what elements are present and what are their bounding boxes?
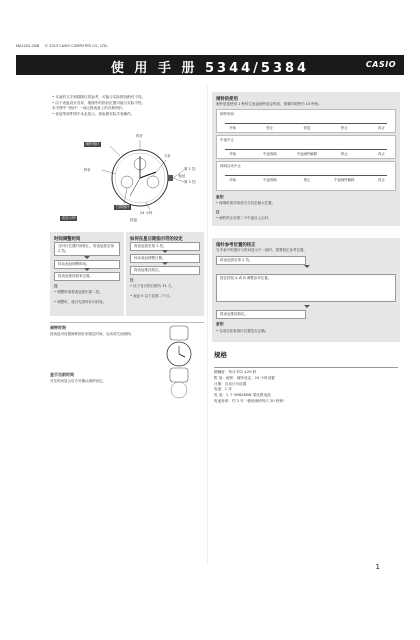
flow-step: 中途闹铃解除 xyxy=(296,152,318,156)
group-title: 中途中止 xyxy=(220,138,234,142)
time-setting-title: 时间调整时间 xyxy=(54,237,81,242)
crown-label: 表冠 xyxy=(178,174,185,178)
flow-step: 再止 xyxy=(378,126,385,130)
important-title: 重要！ xyxy=(216,322,227,326)
time-setting-panel xyxy=(50,232,124,316)
page-title: 使 用 手 册 5344/5384 xyxy=(110,61,310,76)
alarm-group-1 xyxy=(216,109,396,133)
flow-step: 停止 xyxy=(340,152,348,156)
watch-side-icon xyxy=(160,324,200,404)
flow-step: 中途再响 xyxy=(262,152,277,156)
crown-example-note: 表冠示例 xyxy=(61,216,76,220)
specs-title: 规格 xyxy=(214,351,227,359)
time-step-2: 转动表冠调整时间。 xyxy=(54,260,120,269)
intro-bullet: • 由于表盘设计各异，插图中的指针位置可能与实际不符。 xyxy=(52,100,146,105)
hand-position-panel xyxy=(212,238,400,342)
alarm-group-2 xyxy=(216,135,396,159)
alarm-hand-label: 闹钟指针 xyxy=(85,142,100,146)
alarm-hand-text: 按表冠可设置闹钟指针到指定时间，启动或关闭闹钟。 xyxy=(50,332,134,336)
spec-line: 电池寿命：约 2 年（使用闹钟每天 20 秒钟） xyxy=(214,398,287,403)
down-arrow-icon xyxy=(84,256,90,259)
second-label: 秒针 xyxy=(84,168,91,172)
flow-row xyxy=(220,125,394,130)
watch-dial-illustration xyxy=(80,130,200,230)
spec-line: 精确度：每月平均 ±20 秒 xyxy=(214,370,257,374)
group-title: 响铃时间 xyxy=(220,112,234,116)
down-arrow-icon xyxy=(162,250,168,253)
hand-panel-desc: 当手表中的指针与时间显示不一致时，需要校正参考位置。 xyxy=(216,248,307,252)
hand-panel-title: 指针参考位置的校正 xyxy=(216,243,256,248)
down-arrow-icon xyxy=(304,305,310,308)
flow-step: 恢复 xyxy=(303,126,311,130)
note-title: 注 xyxy=(216,210,220,214)
alarm-group-3 xyxy=(216,161,396,191)
doc-code: MA1202-CNB xyxy=(16,44,40,48)
date-setting-title: 如何在星日期指示符的设定 xyxy=(130,237,183,242)
dialname-label: 指盘 xyxy=(130,218,137,222)
important-text: • 再响时请勿用适当力拉至最大位置。 xyxy=(216,201,276,205)
spec-line: 电池：1 年 xyxy=(214,387,232,392)
minute-label: 分针 xyxy=(164,154,171,158)
hand-step-3: 将表冠推回原位。 xyxy=(216,310,306,319)
flow-step: 再止 xyxy=(378,152,385,156)
flow-line xyxy=(225,149,387,150)
flow-row xyxy=(220,151,394,156)
time-step-3: 将表冠推回原来位置。 xyxy=(54,272,120,281)
flow-step: 开始 xyxy=(229,152,236,156)
intro-bullets xyxy=(52,95,192,117)
alarm-panel-title: 闹铃的使用 xyxy=(216,97,238,102)
hours24-label: 24 小时 xyxy=(140,211,153,215)
intro-bullet: • 表冠等部件图中未必显示，请参照实际手表操作。 xyxy=(52,111,135,116)
date-step-2: 转动表冠调整日期。 xyxy=(130,254,200,263)
note-text: • 表冠 5 以下及第二个月。 xyxy=(130,294,173,298)
alarm-hand-text2: 对比时间显示后方可确认闹钟设定。 xyxy=(50,379,106,383)
column-divider xyxy=(207,85,208,565)
flow-row xyxy=(220,177,394,182)
note-text: • 以下各月的日期为 31 天。 xyxy=(130,284,175,288)
important-title: 重要！ xyxy=(216,195,227,199)
down-arrow-icon xyxy=(162,262,168,265)
intro-bullet: • 本表的文字和插图仅供参考，可能与实际情况稍有不同。 xyxy=(52,95,146,99)
flow-step: 中途再响 xyxy=(262,178,277,182)
group-title: 再响自动中止 xyxy=(220,164,241,168)
flow-step: 再止 xyxy=(378,178,385,182)
alarm-hand-title: 闹钟时刻 xyxy=(50,325,66,330)
header-line xyxy=(16,44,108,48)
down-arrow-icon xyxy=(84,268,90,271)
important-text: • 完成后检查指针位置是否正确。 xyxy=(216,329,269,333)
copyright: © 2013 CASIO COMPUTER CO., LTD. xyxy=(44,44,108,48)
note-text: • 调整时请将表冠拔出第二挡。 xyxy=(54,290,103,294)
divider xyxy=(50,322,204,323)
date-step-3: 将表冠推回原位。 xyxy=(130,266,200,275)
time-step-1: 当时针位置时间停止，将表冠拔至第 2 挡。 xyxy=(54,242,120,256)
date-step-1: 将表冠拔至第 1 挡。 xyxy=(130,242,200,251)
flow-line xyxy=(225,175,387,176)
down-arrow-icon xyxy=(304,265,310,268)
flow-step: 停止 xyxy=(340,126,348,130)
date-setting-panel xyxy=(126,232,204,316)
position1-label: 第 1 挡 xyxy=(184,167,196,171)
note-title: 注 xyxy=(130,278,134,282)
spec-line: 附 加：闹钟：闹铃设定、24 小时设置 xyxy=(214,375,275,380)
intro-bullet: 本手册中 "指针" 一词泛指表盘上的各种指针。 xyxy=(52,106,126,111)
note-text: • 调整时，建议先将时针向后转。 xyxy=(54,300,107,304)
note-text: • 闹铃停止后第二个中途以上止时。 xyxy=(216,216,272,220)
hand-step-1: 将表冠拔至第 2 挡。 xyxy=(216,256,306,265)
page-number: 1 xyxy=(375,563,380,571)
position2-label: 第 2 挡 xyxy=(184,180,196,184)
spec-line: 电 池：1 个 SR626SW 氧化银电池 xyxy=(214,393,271,398)
brand-logo: CASIO xyxy=(365,60,396,69)
note-title: 注 xyxy=(54,284,58,288)
flow-step: 停止 xyxy=(266,126,274,130)
alarm-hand-section xyxy=(50,322,204,412)
alarm-panel xyxy=(212,92,400,226)
flow-line xyxy=(225,123,387,124)
flow-step: 开始 xyxy=(229,126,236,130)
day-hand-label: 日期指针 xyxy=(115,205,130,209)
specs-list xyxy=(214,370,398,405)
flow-step: 停止 xyxy=(303,178,311,182)
flow-step: 中途闹铃解除 xyxy=(334,178,355,182)
alarm-panel-desc: 闹铃是靠使用 1 秒钟主表盘闹铃设定时间，需要时响铃约 15 秒钟。 xyxy=(216,102,322,106)
hour-label: 时针 xyxy=(136,134,143,138)
spec-line: 日期：自动日历设置 xyxy=(214,381,247,386)
specs-divider xyxy=(214,367,398,368)
hand-step-2: 按住按钮 A 或 B 调整参考位置。 xyxy=(216,274,396,302)
title-banner xyxy=(16,55,404,75)
flow-step: 开始 xyxy=(229,178,236,182)
alarm-hand-subtitle: 显示当前时间 xyxy=(50,372,74,377)
